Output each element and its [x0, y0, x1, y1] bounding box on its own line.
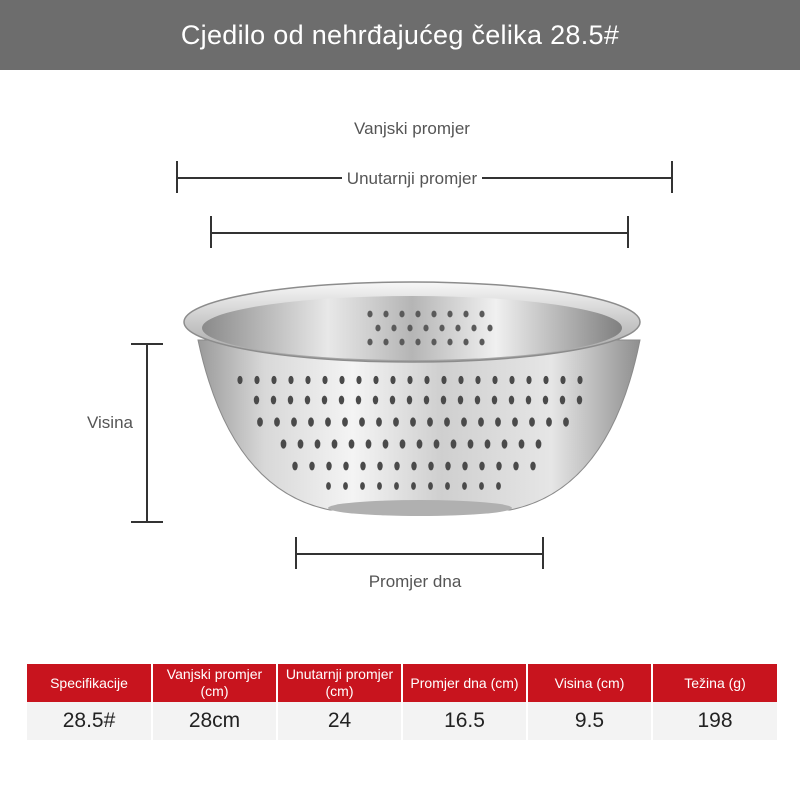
colander-hole	[526, 396, 531, 405]
colander-hole	[305, 396, 310, 405]
colander-hole	[390, 396, 395, 405]
colander-hole	[367, 311, 372, 318]
colander-hole	[342, 417, 348, 426]
colander-hole	[434, 439, 440, 448]
colander-hole	[492, 396, 497, 405]
colander-hole	[509, 396, 514, 405]
table-row	[27, 702, 777, 740]
colander-hole	[356, 396, 361, 405]
colander-hole	[546, 417, 552, 426]
colander-hole	[288, 376, 293, 384]
colander-hole	[393, 417, 399, 426]
colander-hole	[415, 311, 420, 318]
colander-hole	[377, 482, 382, 490]
colander-hole	[274, 417, 280, 426]
colander-hole	[496, 462, 501, 471]
colander-hole	[479, 311, 484, 318]
colander-hole	[424, 376, 429, 384]
colander-hole	[322, 396, 327, 405]
table-cell: 24	[277, 702, 402, 740]
colander-hole	[461, 417, 467, 426]
table-header-cell: Specifikacije	[27, 664, 152, 702]
inner-diameter-label: Unutarnji promjer	[342, 166, 482, 192]
colander-hole	[391, 325, 396, 332]
outer-diameter-label: Vanjski promjer	[354, 119, 470, 138]
page-title-text: Cjedilo od nehrđajućeg čelika 28.5#	[180, 19, 620, 50]
colander-hole	[308, 417, 314, 426]
colander-hole	[487, 325, 492, 332]
colander-hole	[288, 396, 293, 405]
colander-hole	[463, 311, 468, 318]
colander-hole	[271, 376, 276, 384]
colander-hole	[563, 417, 569, 426]
colander-hole	[271, 396, 276, 405]
colander-hole	[462, 482, 467, 490]
colander-hole	[326, 462, 331, 471]
bottom-diameter-line	[296, 553, 544, 555]
colander-hole	[463, 339, 468, 346]
height-tick-top	[131, 343, 163, 345]
colander-hole	[577, 396, 582, 405]
colander-hole	[543, 376, 548, 384]
colander-hole	[458, 376, 463, 384]
colander-hole	[441, 376, 446, 384]
colander-hole	[407, 376, 412, 384]
colander-hole	[428, 482, 433, 490]
colander-hole	[257, 417, 263, 426]
bottom-diameter-tick-left	[295, 537, 297, 569]
colander-hole	[281, 439, 287, 448]
colander-hole	[509, 376, 514, 384]
colander-hole	[560, 396, 565, 405]
outer-diameter-tick-right	[671, 161, 673, 193]
colander-hole	[399, 311, 404, 318]
colander-hole	[479, 339, 484, 346]
spec-table	[27, 664, 777, 740]
colander-hole	[407, 325, 412, 332]
colander-hole	[479, 482, 484, 490]
colander-hole	[339, 376, 344, 384]
bottom-diameter-tick-right	[542, 537, 544, 569]
colander-hole	[326, 482, 331, 490]
colander-hole	[376, 417, 382, 426]
colander-hole	[339, 396, 344, 405]
table-cell: 198	[652, 702, 777, 740]
colander-hole	[447, 339, 452, 346]
colander-hole	[399, 339, 404, 346]
colander-hole	[322, 376, 327, 384]
colander-hole	[343, 462, 348, 471]
colander-hole	[455, 325, 460, 332]
colander-hole	[305, 376, 310, 384]
colander-hole	[431, 339, 436, 346]
table-cell: 9.5	[527, 702, 652, 740]
colander-hole	[543, 396, 548, 405]
colander-hole	[529, 417, 535, 426]
colander-hole	[492, 376, 497, 384]
colander-hole	[445, 482, 450, 490]
colander-hole	[441, 396, 446, 405]
table-cell: 16.5	[402, 702, 527, 740]
table-header-cell: Visina (cm)	[527, 664, 652, 702]
colander-hole	[373, 396, 378, 405]
table-cell: 28.5#	[27, 702, 152, 740]
page-title	[0, 0, 800, 70]
table-cell: 28cm	[152, 702, 277, 740]
inner-diameter-line	[211, 232, 629, 234]
colander-hole	[447, 311, 452, 318]
colander-hole	[411, 462, 416, 471]
colander-hole	[411, 482, 416, 490]
colander-hole	[444, 417, 450, 426]
height-tick-bottom	[131, 521, 163, 523]
colander-hole	[478, 417, 484, 426]
colander-hole	[417, 439, 423, 448]
colander-hole	[291, 417, 297, 426]
colander-hole	[254, 376, 259, 384]
colander-hole	[377, 462, 382, 471]
colander-hole	[427, 417, 433, 426]
colander-hole	[475, 376, 480, 384]
colander-hole	[360, 482, 365, 490]
inner-diameter-tick-right	[627, 216, 629, 248]
bottom-diameter-label: Promjer dna	[368, 572, 462, 591]
colander-hole	[400, 439, 406, 448]
colander-hole	[423, 325, 428, 332]
colander-hole	[367, 339, 372, 346]
colander-hole	[439, 325, 444, 332]
colander-hole	[349, 439, 355, 448]
colander-hole	[359, 417, 365, 426]
colander-hole	[309, 462, 314, 471]
colander-hole	[479, 462, 484, 471]
colander-hole	[415, 339, 420, 346]
colander-hole	[451, 439, 457, 448]
colander-hole	[526, 376, 531, 384]
colander-hole	[390, 376, 395, 384]
inner-diameter-tick-left	[210, 216, 212, 248]
colander-hole	[462, 462, 467, 471]
colander-hole	[343, 482, 348, 490]
colander-hole	[332, 439, 338, 448]
colander-hole	[254, 396, 259, 405]
colander-hole	[407, 396, 412, 405]
colander-hole	[458, 396, 463, 405]
colander-hole	[383, 311, 388, 318]
outer-diameter-tick-left	[176, 161, 178, 193]
colander-hole	[496, 482, 501, 490]
colander-hole	[445, 462, 450, 471]
colander-hole	[560, 376, 565, 384]
colander-hole	[383, 439, 389, 448]
colander-hole	[577, 376, 582, 384]
colander-hole	[315, 439, 321, 448]
colander-hole	[485, 439, 491, 448]
colander-hole	[471, 325, 476, 332]
colander-hole	[502, 439, 508, 448]
colander-hole	[519, 439, 525, 448]
table-header-cell: Vanjski promjer (cm)	[152, 664, 277, 702]
colander-hole	[424, 396, 429, 405]
colander-hole	[383, 339, 388, 346]
colander-hole	[292, 462, 297, 471]
colander-image	[170, 270, 670, 530]
table-header-cell: Unutarnji promjer (cm)	[277, 664, 402, 702]
height-line	[146, 344, 148, 523]
colander-hole	[536, 439, 542, 448]
table-header-row	[27, 664, 777, 702]
table-header-cell: Promjer dna (cm)	[402, 664, 527, 702]
colander-hole	[298, 439, 304, 448]
colander-hole	[530, 462, 535, 471]
table-header-cell: Težina (g)	[652, 664, 777, 702]
colander-hole	[356, 376, 361, 384]
colander-hole	[394, 462, 399, 471]
colander-hole	[468, 439, 474, 448]
colander-hole	[360, 462, 365, 471]
height-label: Visina	[87, 413, 133, 432]
colander-hole	[428, 462, 433, 471]
colander-hole	[375, 325, 380, 332]
colander-hole	[366, 439, 372, 448]
colander-hole	[237, 376, 242, 384]
colander-hole	[394, 482, 399, 490]
colander-hole	[373, 376, 378, 384]
colander-hole	[512, 417, 518, 426]
colander-hole	[495, 417, 501, 426]
colander-hole	[513, 462, 518, 471]
colander-hole	[475, 396, 480, 405]
colander-hole	[325, 417, 331, 426]
colander-hole	[410, 417, 416, 426]
colander-hole	[431, 311, 436, 318]
